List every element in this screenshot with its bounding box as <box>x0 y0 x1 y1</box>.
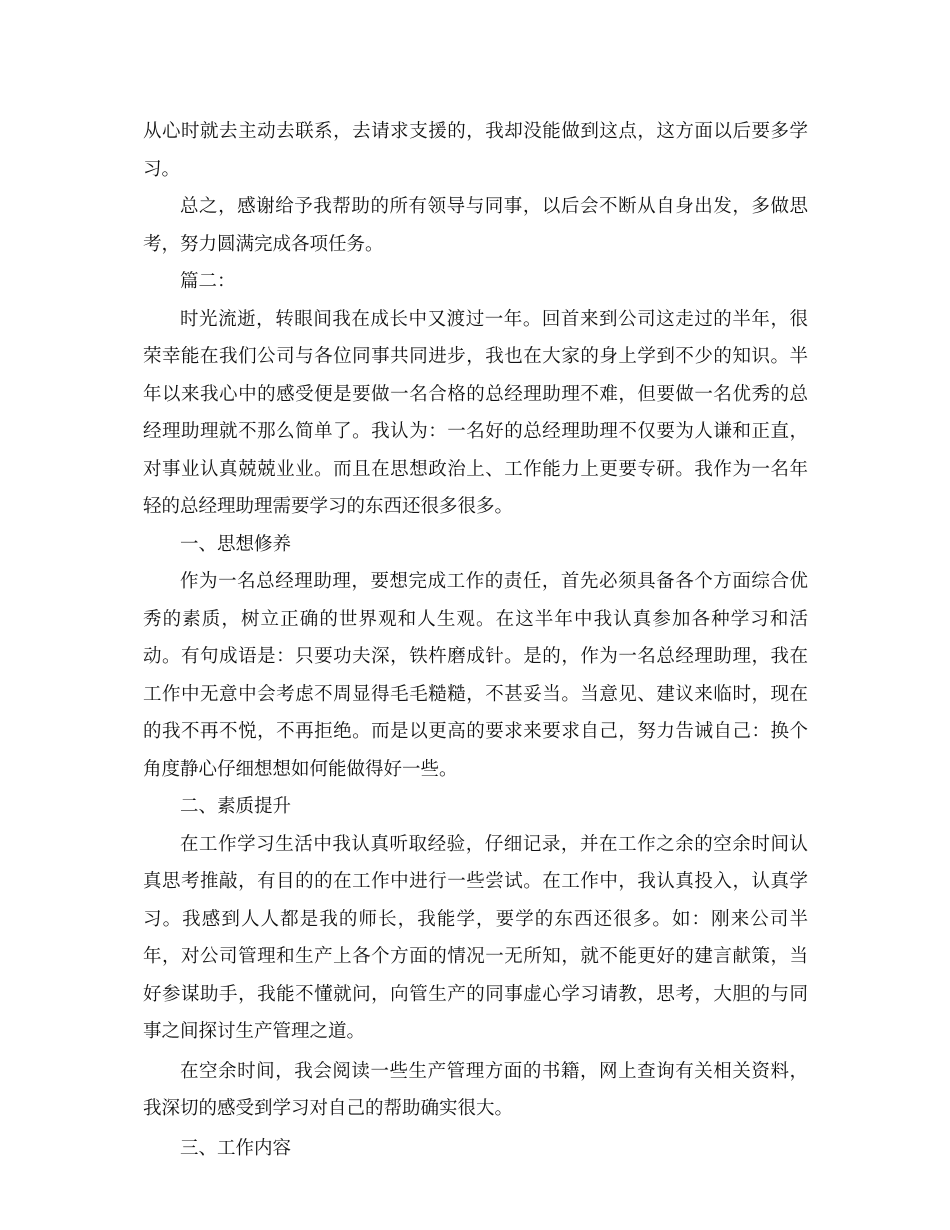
document-body <box>143 113 808 1167</box>
paragraph-thought: 作为一名总经理助理，要想完成工作的责任，首先必须具备各个方面综合优秀的素质，树立正确的世界观和人生观。在这半年中我认真参加各种学习和活动。有句成语是：只要功夫深，铁杵磨成针。是的，作为一名总经理助理，我在工作中无意中会考虑不周显得毛毛糙糙，不甚妥当。当意见、建议来临时，现在的我不再不悦，不再拒绝。而是以更高的要求来要求自己，努力告诫自己：换个角度静心仔细想想如何能做得好一些。 <box>143 571 808 780</box>
paragraph-intro: 时光流逝，转眼间我在成长中又渡过一年。回首来到公司这走过的半年，很荣幸能在我们公司与各位同事共同进步，我也在大家的身上学到不少的知识。半年以来我心中的感受便是要做一名合格的总经理助理不难，但要做一名优秀的总经理助理就不那么简单了。我认为：一名好的总经理助理不仅要为人谦和正直，对事业认真兢兢业业。而且在思想政治上、工作能力上更要专研。我作为一名年轻的总经理助理需要学习的东西还很多很多。 <box>143 308 808 517</box>
paragraph-1: 从心时就去主动去联系，去请求支援的，我却没能做到这点，这方面以后要多学习。 <box>143 121 808 180</box>
section-heading-part-two: 篇二： <box>180 271 236 292</box>
paragraph-reading: 在空余时间，我会阅读一些生产管理方面的书籍，网上查询有关相关资料，我深切的感受到学习对自己的帮助确实很大。 <box>143 1060 808 1119</box>
section-heading-work: 三、工作内容 <box>180 1137 292 1159</box>
section-heading-thought: 一、思想修养 <box>180 533 292 555</box>
paragraph-quality: 在工作学习生活中我认真听取经验，仔细记录，并在工作之余的空余时间认真思考推敲，有目的的在工作中进行一些尝试。在工作中，我认真投入，认真学习。我感到人人都是我的师长，我能学，要学的东西还很多。如：刚来公司半年，对公司管理和生产上各个方面的情况一无所知，就不能更好的建言献策，当好参谋助手，我能不懂就问，向管生产的同事虚心学习请教，思考，大胆的与同事之间探讨生产管理之道。 <box>143 833 808 1042</box>
paragraph-2: 总之，感谢给予我帮助的所有领导与同事，以后会不断从自身出发，多做思考，努力圆满完成各项任务。 <box>143 196 808 255</box>
section-heading-quality: 二、素质提升 <box>180 796 292 817</box>
